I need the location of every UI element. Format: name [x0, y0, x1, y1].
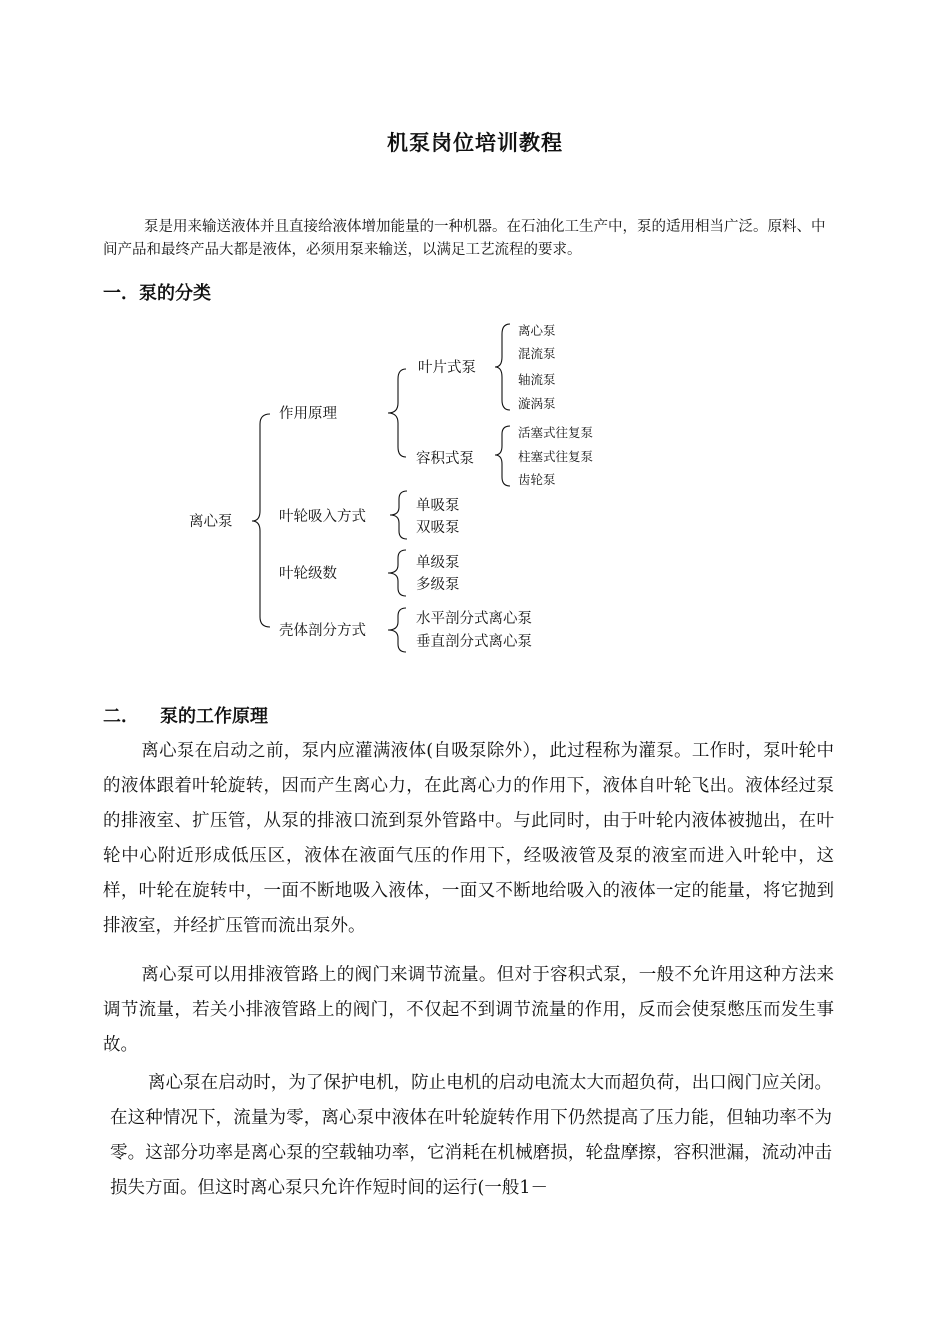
tree-casing-label: 壳体剖分方式: [279, 623, 366, 639]
body-paragraph: [103, 734, 834, 944]
body-paragraph: [103, 958, 834, 1063]
intro-text: 泵是用来输送液体并且直接给液体增加能量的一种机器。在石油化工生产中，泵的适用相当广泛。原料、中间产品和最终产品大都是液体，必须用泵来输送，以满足工艺流程的要求。: [103, 219, 826, 258]
tree-positive-item: 柱塞式往复泵: [518, 449, 594, 464]
tree-positive-item: 齿轮泵: [518, 472, 556, 487]
tree-vane-item: 混流泵: [518, 346, 556, 361]
tree-vane-item: 漩涡泵: [518, 396, 556, 411]
body-paragraph-text: 离心泵在启动之前，泵内应灌满液体(自吸泵除外），此过程称为灌泵。工作时，泵叶轮中的液体跟着叶轮旋转，因而产生离心力，在此离心力的作用下，液体自叶轮飞出。液体经过泵的排液室、扩压管，从泵的排液口流到泵外管路中。与此同时，由于叶轮内液体被抛出，在叶轮中心附近形成低压区，液体在液面气压的作用下，经吸液管及泵的液室而进入叶轮中，这样，叶轮在旋转中，一面不断地吸入液体，一面又不断地给吸入的液体一定的能量，将它抛到排液室，并经扩压管而流出泵外。: [103, 741, 834, 936]
tree-stages-item: 多级泵: [416, 577, 460, 593]
tree-suction-item: 单吸泵: [416, 498, 460, 514]
brace-casing: [388, 608, 406, 652]
tree-vane-label: 叶片式泵: [418, 360, 476, 376]
tree-stages-item: 单级泵: [416, 555, 460, 571]
brace-root: [252, 414, 270, 627]
tree-casing-item: 水平剖分式离心泵: [416, 611, 532, 627]
section2-number: 二．: [103, 706, 139, 727]
tree-casing-item: 垂直剖分式离心泵: [416, 634, 532, 650]
brace-positive: [495, 426, 510, 486]
tree-suction-item: 双吸泵: [416, 520, 460, 536]
tree-vane-item: 轴流泵: [518, 372, 556, 387]
tree-positive-item: 活塞式往复泵: [518, 425, 594, 440]
tree-positive-label: 容积式泵: [416, 451, 474, 467]
body-paragraph-text: 离心泵在启动时，为了保护电机，防止电机的启动电流太大而超负荷，出口阀门应关闭。在这种情况下，流量为零，离心泵中液体在叶轮旋转作用下仍然提高了压力能，但轴功率不为零。这部分功率是离心泵的空载轴功率，它消耗在机械磨损，轮盘摩擦，容积泄漏，流动冲击损失方面。但这时离心泵只允许作短时间的运行(一般1－: [110, 1073, 832, 1198]
brace-suction: [390, 491, 407, 539]
section2-heading: [103, 702, 268, 728]
tree-suction-label: 叶轮吸入方式: [279, 509, 366, 525]
tree-working-principle-label: 作用原理: [279, 406, 337, 422]
body-paragraph-text: 离心泵可以用排液管路上的阀门来调节流量。但对于容积式泵，一般不允许用这种方法来调节流量，若关小排液管路上的阀门，不仅起不到调节流量的作用，反而会使泵憋压而发生事故。: [103, 965, 834, 1055]
section1-heading: 一．泵的分类: [103, 283, 211, 304]
tree-vane-item: 离心泵: [518, 323, 556, 338]
tree-stages-label: 叶轮级数: [279, 566, 337, 582]
brace-working-principle: [388, 369, 406, 457]
brace-stages: [388, 550, 406, 596]
document-title: 机泵岗位培训教程: [387, 131, 563, 155]
brace-vane: [495, 324, 510, 410]
section2-title: 泵的工作原理: [160, 706, 268, 727]
body-paragraph: [110, 1066, 832, 1206]
tree-root-label: 离心泵: [189, 514, 233, 530]
